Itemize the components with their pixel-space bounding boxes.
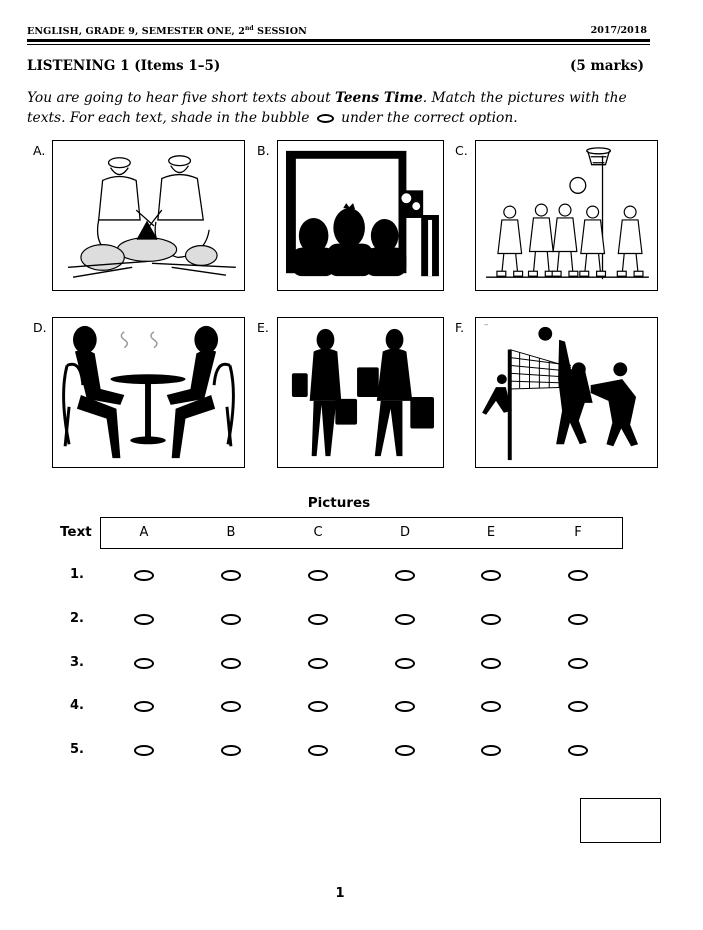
option-c: C — [313, 525, 323, 540]
bubble-example-icon — [317, 114, 334, 123]
picture-label-d: D. — [33, 320, 47, 335]
answer-bubble-1-f[interactable] — [568, 570, 588, 581]
row-label-2: 2. — [70, 611, 84, 626]
picture-label-c: C. — [455, 143, 468, 158]
row-label-4: 4. — [70, 698, 84, 713]
picture-label-e: E. — [257, 320, 269, 335]
score-box[interactable] — [580, 798, 661, 843]
answer-bubble-1-c[interactable] — [308, 570, 328, 581]
answer-bubble-2-d[interactable] — [395, 614, 415, 625]
answer-bubble-5-d[interactable] — [395, 745, 415, 756]
option-e: E — [486, 525, 496, 540]
header-rule-thick — [27, 39, 650, 42]
options-header-box — [100, 517, 623, 549]
answer-bubble-1-e[interactable] — [481, 570, 501, 581]
answer-bubble-4-d[interactable] — [395, 701, 415, 712]
answer-bubble-5-f[interactable] — [568, 745, 588, 756]
answer-bubble-4-b[interactable] — [221, 701, 241, 712]
row-label-1: 1. — [70, 567, 84, 582]
picture-label-a: A. — [33, 143, 46, 158]
answer-bubble-3-c[interactable] — [308, 658, 328, 669]
answer-bubble-2-b[interactable] — [221, 614, 241, 625]
option-a: A — [139, 525, 149, 540]
picture-label-b: B. — [257, 143, 270, 158]
answer-bubble-3-e[interactable] — [481, 658, 501, 669]
volleyball-players-icon — [475, 317, 658, 468]
answer-bubble-1-a[interactable] — [134, 570, 154, 581]
shopping-women-icon — [277, 317, 444, 468]
answer-bubble-5-a[interactable] — [134, 745, 154, 756]
answer-bubble-2-e[interactable] — [481, 614, 501, 625]
picture-f-mark: – — [484, 320, 489, 330]
cafe-friends-icon — [52, 317, 245, 468]
answer-bubble-3-b[interactable] — [221, 658, 241, 669]
pictures-heading: Pictures — [307, 495, 371, 511]
section-title: LISTENING 1 (Items 1–5) — [27, 58, 221, 74]
option-b: B — [226, 525, 236, 540]
text-column-label: Text — [60, 524, 92, 540]
answer-bubble-3-d[interactable] — [395, 658, 415, 669]
answer-bubble-2-f[interactable] — [568, 614, 588, 625]
answer-bubble-4-e[interactable] — [481, 701, 501, 712]
answer-bubble-1-b[interactable] — [221, 570, 241, 581]
answer-bubble-3-a[interactable] — [134, 658, 154, 669]
answer-bubble-4-c[interactable] — [308, 701, 328, 712]
row-label-5: 5. — [70, 742, 84, 757]
section-marks: (5 marks) — [570, 58, 644, 74]
row-label-3: 3. — [70, 655, 84, 670]
answer-bubble-5-e[interactable] — [481, 745, 501, 756]
page-number: 1 — [335, 886, 345, 901]
answer-bubble-4-f[interactable] — [568, 701, 588, 712]
answer-bubble-2-a[interactable] — [134, 614, 154, 625]
answer-bubble-5-c[interactable] — [308, 745, 328, 756]
picture-label-f: F. — [455, 320, 465, 335]
answer-bubble-4-a[interactable] — [134, 701, 154, 712]
netball-players-icon — [475, 140, 658, 291]
option-d: D — [399, 525, 410, 540]
header-rule-thin — [27, 44, 650, 45]
header-year: 2017/2018 — [590, 25, 647, 36]
answer-bubble-1-d[interactable] — [395, 570, 415, 581]
header-subject: ENGLISH, GRADE 9, SEMESTER ONE, 2nd SESSION — [27, 25, 307, 38]
answer-bubble-3-f[interactable] — [568, 658, 588, 669]
option-f: F — [574, 525, 582, 540]
cinema-audience-icon — [277, 140, 444, 291]
scouts-campfire-icon — [52, 140, 245, 291]
answer-bubble-2-c[interactable] — [308, 614, 328, 625]
answer-bubble-5-b[interactable] — [221, 745, 241, 756]
instructions: You are going to hear five short texts about Teens Time. Match the pictures with the texts. For each text, shade in the bubble under the correct option. — [27, 90, 627, 126]
